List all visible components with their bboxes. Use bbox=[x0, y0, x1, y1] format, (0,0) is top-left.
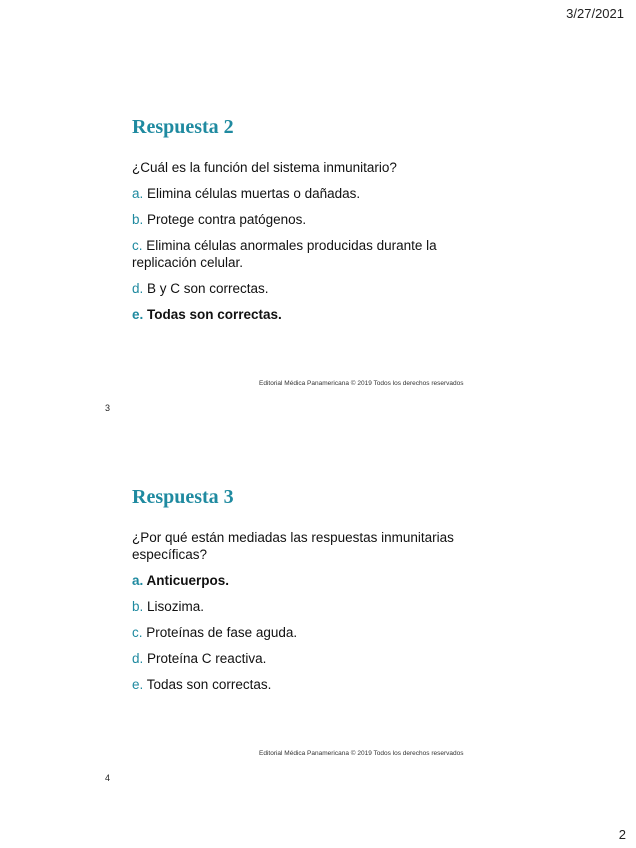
option-text: Lisozima. bbox=[143, 599, 205, 614]
slide-respuesta-3 bbox=[0, 410, 636, 783]
option-text: Protege contra patógenos. bbox=[143, 212, 307, 227]
option-letter: b. bbox=[132, 212, 144, 227]
slide-number: 3 bbox=[105, 403, 111, 413]
print-date: 3/27/2021 bbox=[566, 6, 624, 21]
option-e bbox=[132, 676, 477, 693]
option-letter: e. bbox=[132, 307, 144, 322]
option-e-correct bbox=[132, 306, 477, 323]
question-text: ¿Cuál es la función del sistema inmunitario? bbox=[132, 160, 397, 175]
slide-title: Respuesta 2 bbox=[132, 116, 234, 138]
option-letter: d. bbox=[132, 651, 144, 666]
slide-title: Respuesta 3 bbox=[132, 486, 234, 508]
option-text: Elimina células muertas o dañadas. bbox=[143, 186, 361, 201]
option-letter: e. bbox=[132, 677, 144, 692]
option-c bbox=[132, 624, 477, 641]
option-d bbox=[132, 280, 477, 297]
option-a-correct bbox=[132, 572, 477, 589]
option-letter: c. bbox=[132, 238, 143, 253]
option-text: Proteína C reactiva. bbox=[143, 651, 267, 666]
option-a bbox=[132, 185, 477, 202]
slide-content bbox=[132, 529, 477, 702]
question-text: ¿Por qué están mediadas las respuestas inmunitarias específicas? bbox=[132, 530, 454, 562]
option-c bbox=[132, 237, 477, 271]
option-letter: b. bbox=[132, 599, 144, 614]
option-b bbox=[132, 598, 477, 615]
option-b bbox=[132, 211, 477, 228]
slide-content bbox=[132, 159, 477, 332]
option-letter: a. bbox=[132, 186, 144, 201]
option-text: B y C son correctas. bbox=[143, 281, 269, 296]
copyright-footer: Editorial Médica Panamericana © 2019 Todos los derechos reservados bbox=[259, 750, 464, 757]
page-number: 2 bbox=[618, 827, 626, 842]
option-d bbox=[132, 650, 477, 667]
option-letter: a. bbox=[132, 573, 144, 588]
option-text: Todas son correctas. bbox=[143, 307, 282, 322]
copyright-footer: Editorial Médica Panamericana © 2019 Todos los derechos reservados bbox=[259, 380, 464, 387]
option-text: Elimina células anormales producidas durante la replicación celular. bbox=[132, 238, 437, 270]
option-text: Proteínas de fase aguda. bbox=[142, 625, 298, 640]
option-text: Anticuerpos. bbox=[143, 573, 230, 588]
option-letter: d. bbox=[132, 281, 144, 296]
slide-number: 4 bbox=[105, 773, 111, 783]
slide-respuesta-2 bbox=[0, 40, 636, 413]
option-letter: c. bbox=[132, 625, 143, 640]
option-text: Todas son correctas. bbox=[143, 677, 272, 692]
